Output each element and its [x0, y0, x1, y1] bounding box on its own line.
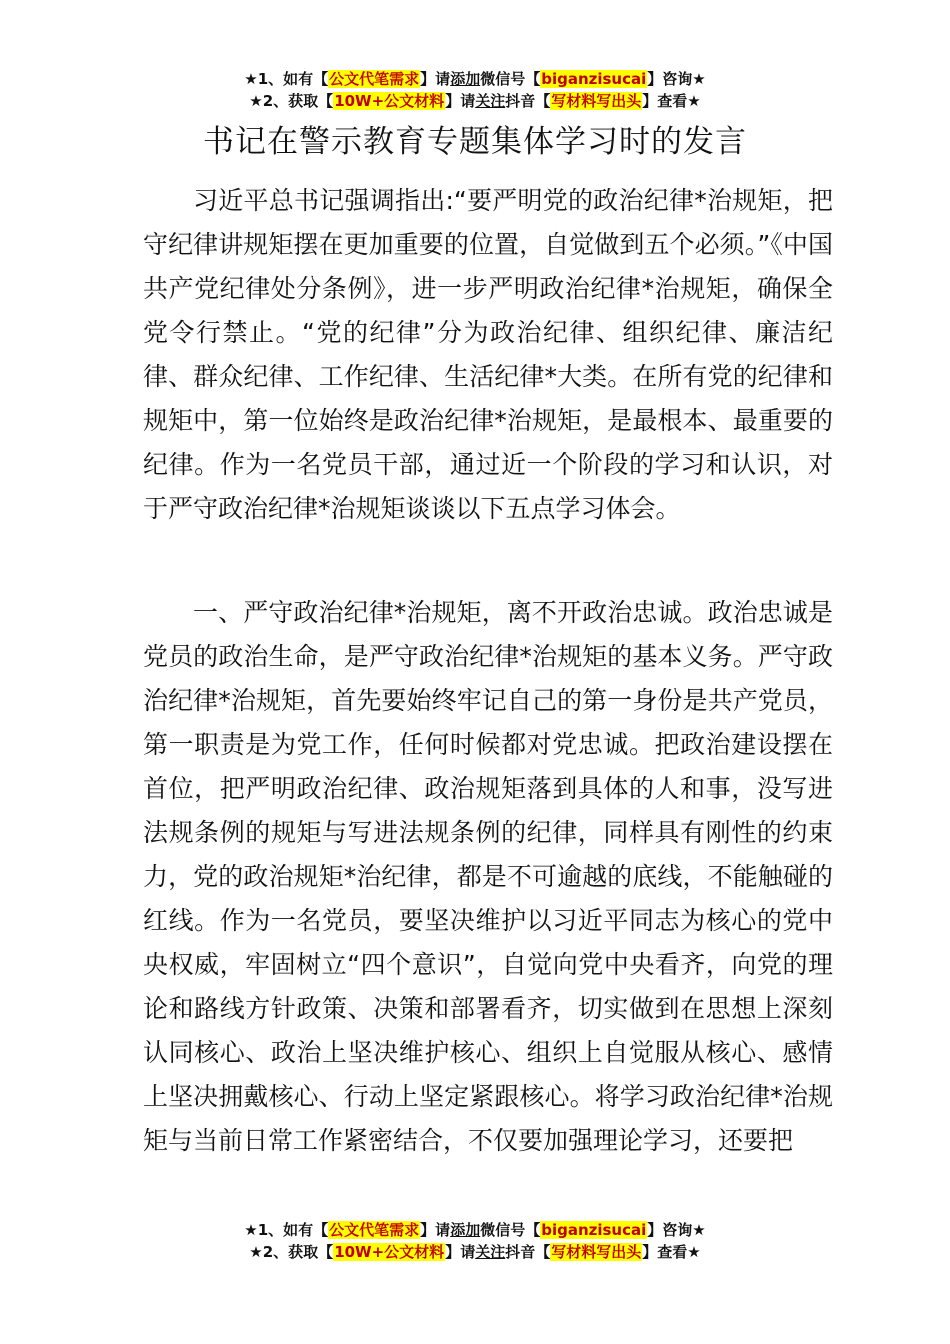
promo-text: 微信号【 — [480, 1221, 541, 1239]
promo-line-1 — [0, 1219, 950, 1241]
promo-underline: 关注 — [475, 92, 506, 110]
promo-text: ★1、如有【 — [244, 70, 329, 88]
promo-text: 微信号【 — [480, 70, 541, 88]
promo-text: 】请 — [445, 1243, 476, 1261]
document-title: 书记在警示教育专题集体学习时的发言 — [203, 124, 747, 160]
promo-text: 】咨询★ — [647, 1221, 706, 1239]
promo-line-2 — [0, 90, 950, 112]
promo-line-2 — [0, 1241, 950, 1263]
promo-text: 】查看★ — [642, 92, 701, 110]
promo-highlight: 写材料写出头 — [551, 1243, 642, 1261]
promo-text: 】咨询★ — [647, 70, 706, 88]
promo-text: 抖音【 — [505, 92, 551, 110]
promo-text: ★2、获取【 — [249, 92, 334, 110]
promo-text: 】请 — [420, 70, 451, 88]
promo-banner-top — [0, 68, 950, 112]
promo-banner-bottom — [0, 1219, 950, 1263]
promo-underline: 添加 — [450, 1221, 481, 1239]
promo-highlight: 10W+公文材料 — [334, 92, 445, 110]
promo-text: 】查看★ — [642, 1243, 701, 1261]
promo-highlight: 10W+公文材料 — [334, 1243, 445, 1261]
body-section-1 — [143, 179, 833, 531]
promo-highlight: 公文代笔需求 — [329, 1221, 420, 1239]
promo-text: ★1、如有【 — [244, 1221, 329, 1239]
promo-text: 】请 — [445, 92, 476, 110]
promo-text: ★2、获取【 — [249, 1243, 334, 1261]
paragraph: 习近平总书记强调指出:“要严明党的政治纪律*治规矩，把守纪律讲规矩摆在更加重要的位置，自觉做到五个必须。”《中国共产党纪律处分条例》，进一步严明政治纪律*治规矩，确保全党令行禁止。“党的纪律”分为政治纪律、组织纪律、廉洁纪律、群众纪律、工作纪律、生活纪律*大类。在所有党的纪律和规矩中，第一位始终是政治纪律*治规矩，是最根本、最重要的纪律。作为一名党员干部，通过近一个阶段的学习和认识，对于严守政治纪律*治规矩谈谈以下五点学习体会。 — [143, 186, 833, 523]
promo-text: 抖音【 — [505, 1243, 551, 1261]
promo-underline: 关注 — [475, 1243, 506, 1261]
body-section-2 — [143, 591, 833, 1163]
promo-highlight: 写材料写出头 — [551, 92, 642, 110]
promo-underline: 添加 — [450, 70, 481, 88]
promo-line-1 — [0, 68, 950, 90]
promo-highlight: biganzisucai — [541, 1221, 647, 1239]
promo-highlight: 公文代笔需求 — [329, 70, 420, 88]
paragraph: 一、严守政治纪律*治规矩，离不开政治忠诚。政治忠诚是党员的政治生命，是严守政治纪律*治规矩的基本义务。严守政治纪律*治规矩，首先要始终牢记自己的第一身份是共产党员，第一职责是为党工作，任何时候都对党忠诚。把政治建设摆在首位，把严明政治纪律、政治规矩落到具体的人和事，没写进法规条例的规矩与写进法规条例的纪律，同样具有刚性的约束力，党的政治规矩*治纪律，都是不可逾越的底线，不能触碰的红线。作为一名党员，要坚决维护以习近平同志为核心的党中央权威，牢固树立“四个意识”，自觉向党中央看齐，向党的理论和路线方针政策、决策和部署看齐，切实做到在思想上深刻认同核心、政治上坚决维护核心、组织上自觉服从核心、感情上坚决拥戴核心、行动上坚定紧跟核心。将学习政治纪律*治规矩与当前日常工作紧密结合，不仅要加强理论学习，还要把 — [143, 598, 833, 1155]
promo-highlight: biganzisucai — [541, 70, 647, 88]
promo-text: 】请 — [420, 1221, 451, 1239]
